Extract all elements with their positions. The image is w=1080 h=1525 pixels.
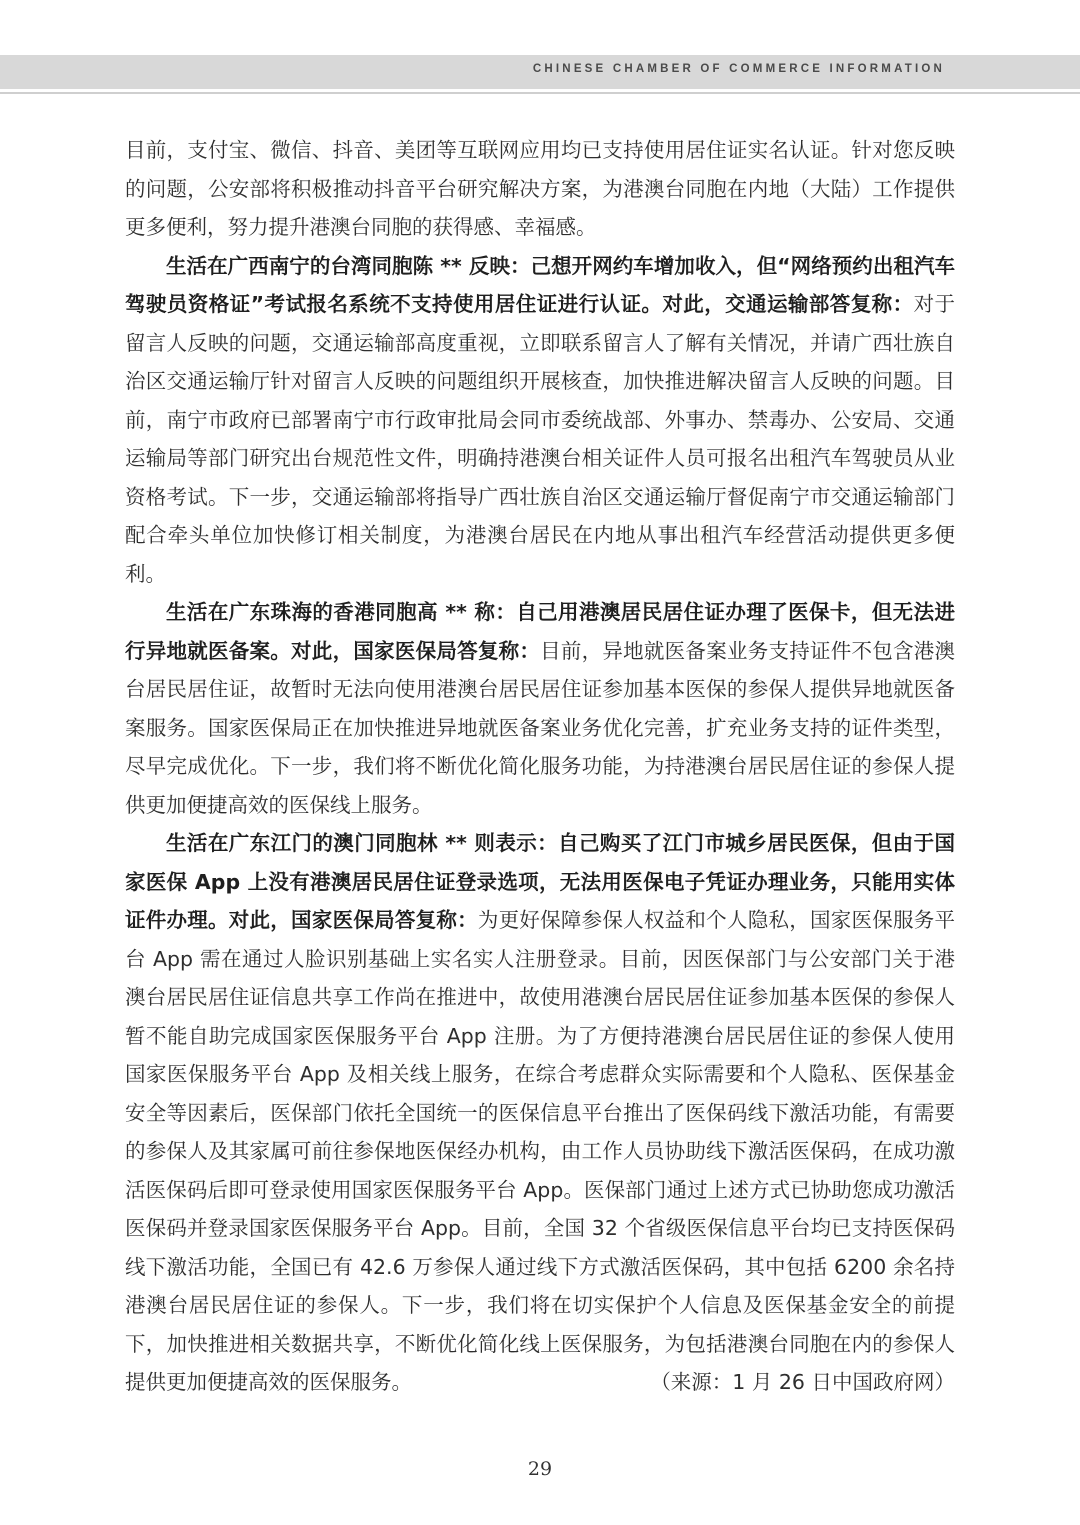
header-rule <box>0 92 1080 94</box>
paragraph-2-lead: 生活在广西南宁的台湾同胞陈 ** 反映：己想开网约车增加收入，但“网络预约出租汽车驾驶员资格证”考试报名系统不支持使用居住证进行认证。对此，交通运输部答复称： <box>125 253 955 316</box>
paragraph-2 <box>125 247 955 594</box>
article-body <box>125 131 955 1402</box>
paragraph-3-lead: 生活在广东珠海的香港同胞高 ** 称：自己用港澳居民居住证办理了医保卡，但无法进行异地就医备案。对此，国家医保局答复称： <box>125 600 955 663</box>
paragraph-4 <box>125 824 955 1402</box>
paragraph-4-lead: 生活在广东江门的澳门同胞林 ** 则表示：自己购买了江门市城乡居民医保，但由于国家医保 App 上没有港澳居民居住证登录选项，无法用医保电子凭证办理业务，只能用实体证件办理。对此，国家医保局答复称： <box>125 831 955 932</box>
paragraph-3 <box>125 593 955 824</box>
paragraph-1-text: 目前，支付宝、微信、抖音、美团等互联网应用均已支持使用居住证实名认证。针对您反映的问题，公安部将积极推动抖音平台研究解决方案，为港澳台同胞在内地（大陆）工作提供更多便利，努力提升港澳台同胞的获得感、幸福感。 <box>125 138 955 239</box>
paragraph-1 <box>125 131 955 247</box>
paragraph-3-text: 目前，异地就医备案业务支持证件不包含港澳台居民居住证，故暂时无法向使用港澳台居民居住证参加基本医保的参保人提供异地就医备案服务。国家医保局正在加快推进异地就医备案业务优化完善，扩充业务支持的证件类型，尽早完成优化。下一步，我们将不断优化简化服务功能，为持港澳台居民居住证的参保人提供更加便捷高效的医保线上服务。 <box>125 638 956 817</box>
paragraph-2-text: 对于留言人反映的问题，交通运输部高度重视，立即联系留言人了解有关情况，并请广西壮族自治区交通运输厅针对留言人反映的问题组织开展核查，加快推进解决留言人反映的问题。目前，南宁市政府已部署南宁市行政审批局会同市委统战部、外事办、禁毒办、公安局、交通运输局等部门研究出台规范性文件，明确持港澳台相关证件人员可报名出租汽车驾驶员从业资格考试。下一步，交通运输部将指导广西壮族自治区交通运输厅督促南宁市交通运输部门配合牵头单位加快修订相关制度，为港澳台居民在内地从事出租汽车经营活动提供更多便利。 <box>125 292 955 586</box>
running-header: CHINESE CHAMBER OF COMMERCE INFORMATION <box>532 63 945 75</box>
source-citation: （来源：1 月 26 日中国政府网） <box>650 1370 955 1394</box>
paragraph-4-text: 为更好保障参保人权益和个人隐私，国家医保服务平台 App 需在通过人脸识别基础上实名实人注册登录。目前，因医保部门与公安部门关于港澳台居民居住证信息共享工作尚在推进中，故使用港澳台居民居住证参加基本医保的参保人暂不能自助完成国家医保服务平台 App 注册。为了方便持港澳台居民居住证的参保人使用国家医保服务平台 App 及相关线上服务，在综合考虑群众实际需要和个人隐私、医保基金安全等因素后，医保部门依托全国统一的医保信息平台推出了医保码线下激活功能，有需要的参保人及其家属可前往参保地医保经办机构，由工作人员协助线下激活医保码，在成功激活医保码后即可登录使用国家医保服务平台 App。医保部门通过上述方式已协助您成功激活医保码并登录国家医保服务平台 App。目前，全国 32 个省级医保信息平台均已支持医保码线下激活功能，全国已有 42.6 万参保人通过线下方式激活医保码，其中包括 6200 余名持港澳台居民居住证的参保人。下一步，我们将在切实保护个人信息及医保基金安全的前提下，加快推进相关数据共享，不断优化简化线上医保服务，为包括港澳台同胞在内的参保人提供更加便捷高效的医保服务。 <box>125 908 955 1394</box>
page-number: 29 <box>527 1458 553 1480</box>
